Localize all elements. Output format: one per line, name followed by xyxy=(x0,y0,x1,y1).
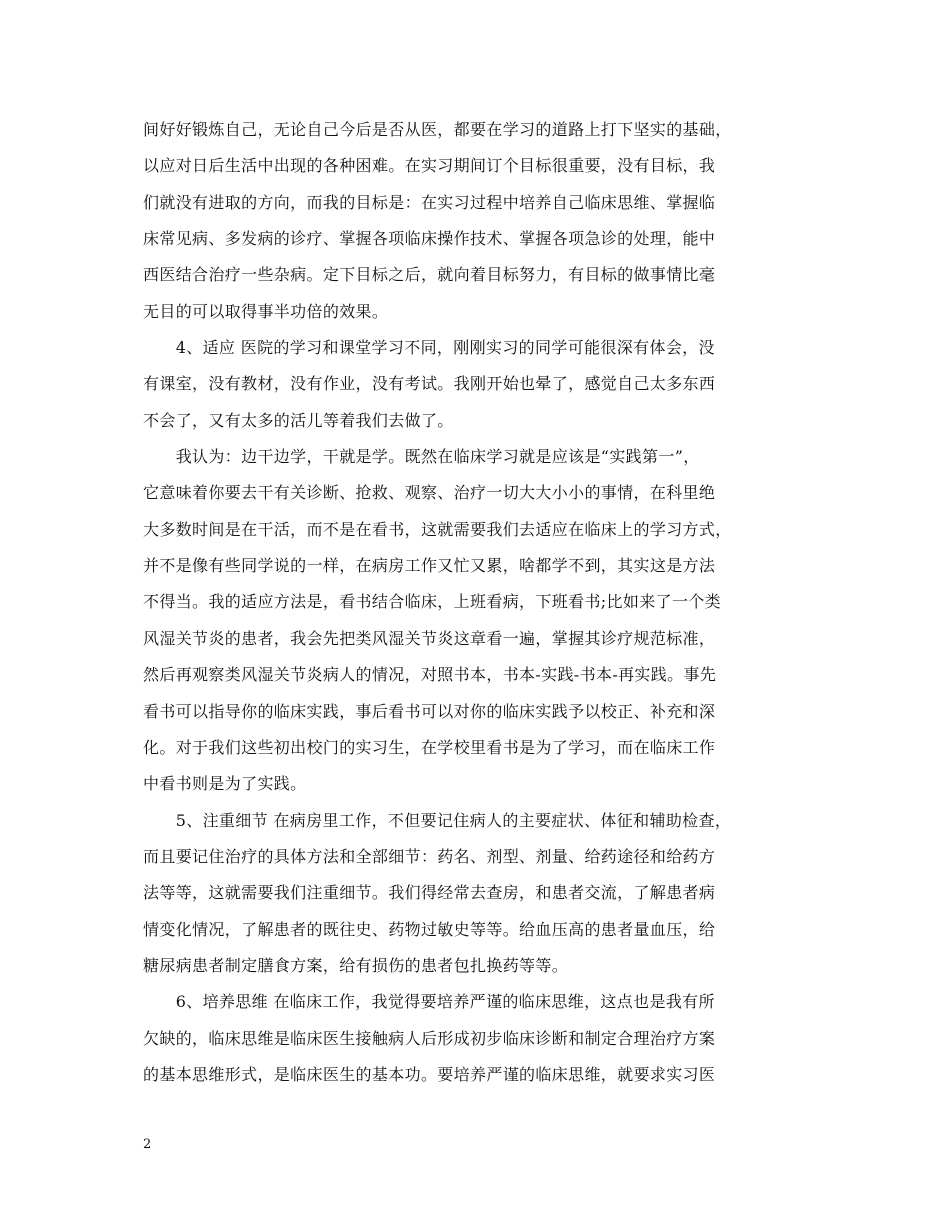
text-line: 我认为：边干边学，干就是学。既然在临床学习就是应该是“实践第一”， xyxy=(143,447,700,467)
text-line: 5、注重细节 在病房里工作，不但要记住病人的主要症状、体征和辅助检查， xyxy=(143,810,732,830)
text-line: 而且要记住治疗的具体方法和全部细节：药名、剂型、剂量、给药途径和给药方 xyxy=(143,846,716,866)
text-line: 化。对于我们这些初出校门的实习生，在学校里看书是为了学习，而在临床工作 xyxy=(143,737,716,757)
text-line: 的基本思维形式，是临床医生的基本功。要培养严谨的临床思维，就要求实习医 xyxy=(143,1064,716,1084)
text-line: 情变化情况，了解患者的既往史、药物过敏史等等。给血压高的患者量血压，给 xyxy=(143,919,716,939)
text-line: 不得当。我的适应方法是，看书结合临床，上班看病，下班看书;比如来了一个类 xyxy=(143,592,721,612)
text-line: 它意味着你要去干有关诊断、抢救、观察、治疗一切大大小小的事情，在科里绝 xyxy=(143,483,716,503)
text-line: 间好好锻炼自己，无论自己今后是否从医，都要在学习的道路上打下坚实的基础， xyxy=(143,120,732,139)
text-line: 看书可以指导你的临床实践，事后看书可以对你的临床实践予以校正、补充和深 xyxy=(143,701,716,721)
text-line: 们就没有进取的方向，而我的目标是：在实习过程中培养自己临床思维、掌握临 xyxy=(143,192,716,212)
body-text xyxy=(143,112,807,1093)
text-line: 大多数时间是在干活，而不是在看书，这就需要我们去适应在临床上的学习方式， xyxy=(143,519,732,539)
text-line: 无目的可以取得事半功倍的效果。 xyxy=(143,301,389,321)
text-line: 床常见病、多发病的诊疗、掌握各项临床操作技术、掌握各项急诊的处理，能中 xyxy=(143,229,716,249)
text-line: 有课室，没有教材，没有作业，没有考试。我刚开始也晕了，感觉自己太多东西 xyxy=(143,374,716,394)
text-line: 然后再观察类风湿关节炎病人的情况，对照书本，书本-实践-书本-再实践。事先 xyxy=(143,665,717,685)
text-line: 欠缺的，临床思维是临床医生接触病人后形成初步临床诊断和制定合理治疗方案 xyxy=(143,1028,716,1048)
text-line: 4、适应 医院的学习和课堂学习不同，刚刚实习的同学可能很深有体会，没 xyxy=(143,338,715,358)
text-line: 法等等，这就需要我们注重细节。我们得经常去查房，和患者交流，了解患者病 xyxy=(143,883,716,903)
text-line: 中看书则是为了实践。 xyxy=(143,774,307,794)
text-line: 糖尿病患者制定膳食方案，给有损伤的患者包扎换药等等。 xyxy=(143,955,569,975)
text-line: 并不是像有些同学说的一样，在病房工作又忙又累，啥都学不到，其实这是方法 xyxy=(143,556,716,576)
text-line: 不会了，又有太多的活儿等着我们去做了。 xyxy=(143,410,454,430)
page-number: 2 xyxy=(143,1137,152,1152)
text-line: 风湿关节炎的患者，我会先把类风湿关节炎这章看一遍，掌握其诊疗规范标准， xyxy=(143,628,716,648)
text-line: 以应对日后生活中出现的各种困难。在实习期间订个目标很重要，没有目标，我 xyxy=(143,156,716,176)
text-line: 西医结合治疗一些杂病。定下目标之后，就向着目标努力，有目标的做事情比毫 xyxy=(143,265,716,285)
text-line: 6、培养思维 在临床工作，我觉得要培养严谨的临床思维，这点也是我有所 xyxy=(143,992,715,1012)
